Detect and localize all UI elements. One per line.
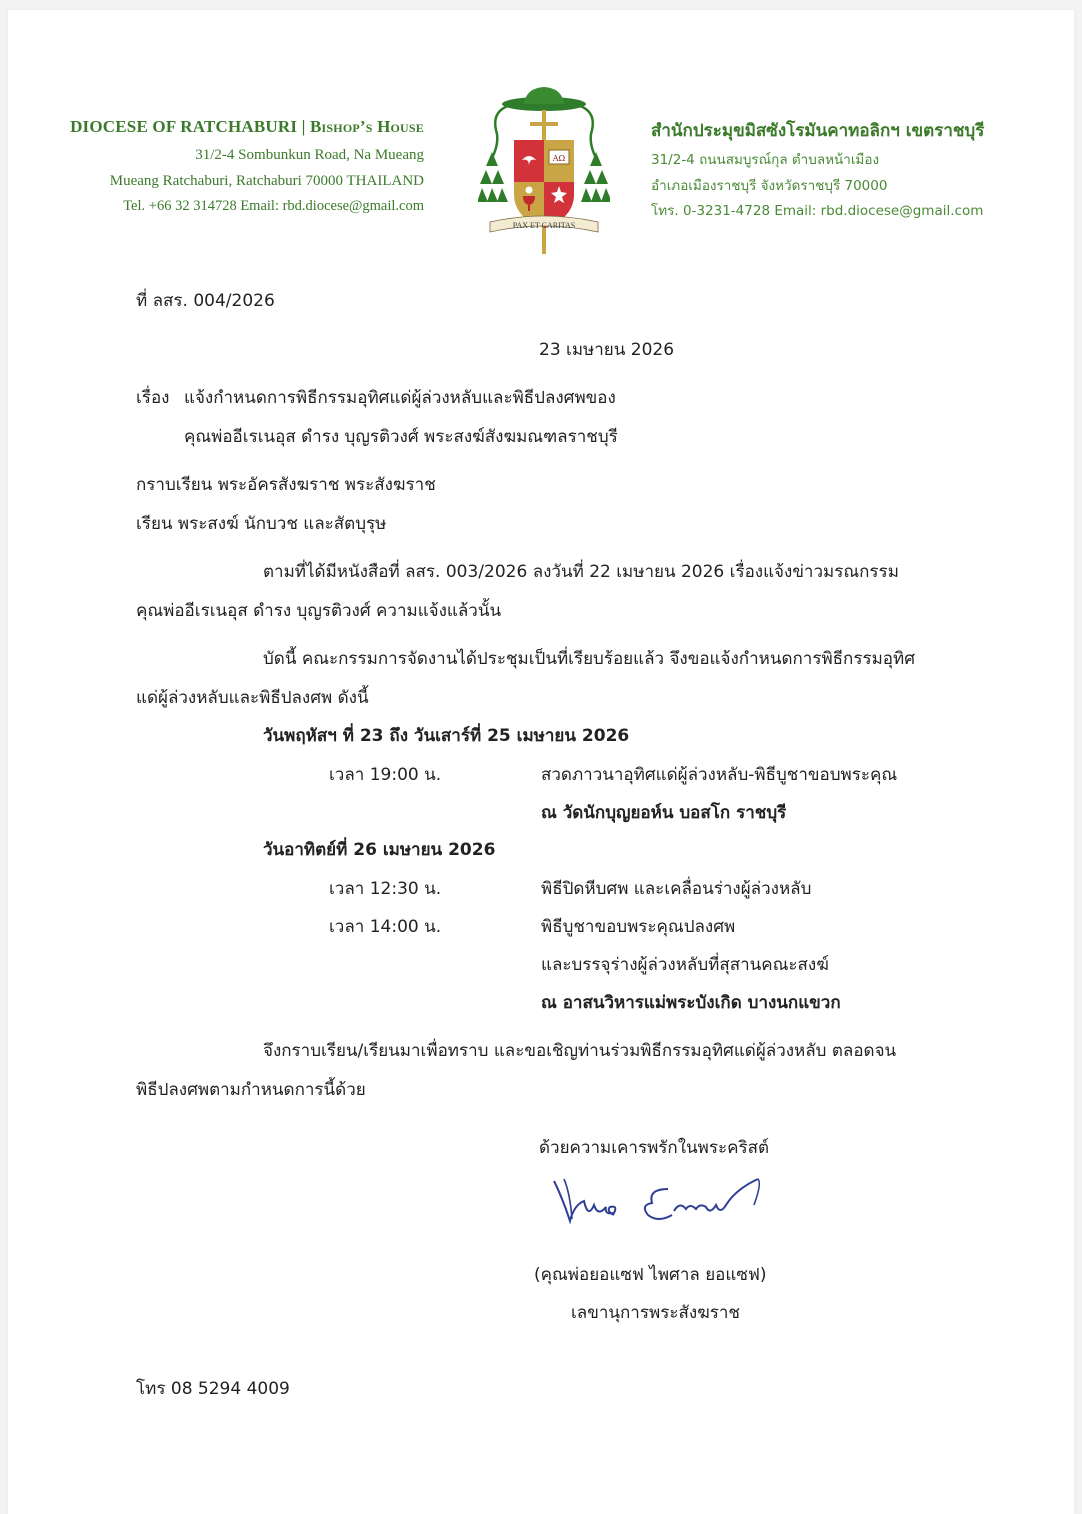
address-english-line2: Mueang Ratchaburi, Ratchaburi 70000 THAILAND [109, 173, 424, 189]
signatory-title: เลขานุการพระสังฆราช [571, 1303, 740, 1323]
diocese-title-english: DIOCESE OF RATCHABURI | Bishop’s House [70, 117, 424, 136]
paragraph1-line2: คุณพ่ออีเรเนอุส ดำรง บุญรติวงศ์ ความแจ้งแล้วนั้น [136, 601, 502, 621]
schedule-day2-time2: เวลา 14:00 น. [329, 917, 442, 937]
letter-date: 23 เมษายน 2026 [539, 340, 675, 360]
reference-number: ที่ ลสร. 004/2026 [136, 291, 275, 311]
contact-english: Tel. +66 32 314728 Email: rbd.diocese@gmail.com [123, 198, 424, 214]
signature-icon [548, 1175, 778, 1235]
paragraph3-line1: จึงกราบเรียน/เรียนมาเพื่อทราบ และขอเชิญท่านร่วมพิธีกรรมอุทิศแด่ผู้ล่วงหลับ ตลอดจน [263, 1041, 897, 1061]
diocese-title-thai: สำนักประมุขมิสซังโรมันคาทอลิกฯ เขตราชบุรี [651, 121, 985, 141]
paragraph2-line2: แด่ผู้ล่วงหลับและพิธีปลงศพ ดังนี้ [136, 688, 369, 708]
schedule-day2-venue: ณ อาสนวิหารแม่พระบังเกิด บางนกแขวก [541, 993, 841, 1013]
subject-label: เรื่อง [136, 388, 170, 408]
contact-thai: โทร. 0-3231-4728 Email: rbd.diocese@gmail.com [651, 203, 984, 219]
subject-line2: คุณพ่ออีเรเนอุส ดำรง บุญรติวงศ์ พระสงฆ์สังฆมณฑลราชบุรี [184, 427, 618, 447]
schedule-day2-activity2: พิธีบูชาขอบพระคุณปลงศพ [541, 917, 736, 937]
schedule-day1-activity1: สวดภาวนาอุทิศแด่ผู้ล่วงหลับ-พิธีบูชาขอบพระคุณ [541, 765, 898, 785]
schedule-day2-time1: เวลา 12:30 น. [329, 879, 442, 899]
paragraph3-line2: พิธีปลงศพตามกำหนดการนี้ด้วย [136, 1080, 366, 1100]
svg-text:ΑΩ: ΑΩ [552, 154, 566, 163]
salutation-clergy: เรียน พระสงฆ์ นักบวช และสัตบุรุษ [136, 514, 387, 534]
signatory-name: (คุณพ่อยอแซฟ ไพศาล ยอแซฟ) [534, 1265, 767, 1285]
address-english-line1: 31/2-4 Sombunkun Road, Na Mueang [195, 147, 424, 163]
coat-of-arms-icon [478, 82, 610, 258]
paragraph2-line1: บัดนี้ คณะกรรมการจัดงานได้ประชุมเป็นที่เรียบร้อยแล้ว จึงขอแจ้งกำหนดการพิธีกรรมอุทิศ [263, 649, 916, 669]
letter-page [8, 10, 1074, 1514]
schedule-day1-heading: วันพฤหัสฯ ที่ 23 ถึง วันเสาร์ที่ 25 เมษายน 2026 [263, 726, 630, 746]
schedule-day1-venue: ณ วัดนักบุญยอห์น บอสโก ราชบุรี [541, 803, 787, 823]
subject-line1: แจ้งกำหนดการพิธีกรรมอุทิศแด่ผู้ล่วงหลับและพิธีปลงศพของ [184, 388, 616, 408]
svg-text:PAX ET CARITAS: PAX ET CARITAS [512, 221, 576, 230]
schedule-day2-activity3: และบรรจุร่างผู้ล่วงหลับที่สุสานคณะสงฆ์ [541, 955, 829, 975]
address-thai-line2: อำเภอเมืองราชบุรี จังหวัดราชบุรี 70000 [651, 178, 888, 194]
paragraph1-line1: ตามที่ได้มีหนังสือที่ ลสร. 003/2026 ลงวันที่ 22 เมษายน 2026 เรื่องแจ้งข่าวมรณกรรม [263, 562, 899, 582]
schedule-day2-heading: วันอาทิตย์ที่ 26 เมษายน 2026 [263, 840, 496, 860]
schedule-day1-time1: เวลา 19:00 น. [329, 765, 442, 785]
closing-phrase: ด้วยความเคารพรักในพระคริสต์ [539, 1138, 770, 1158]
address-thai-line1: 31/2-4 ถนนสมบูรณ์กุล ตำบลหน้าเมือง [651, 152, 880, 168]
footer-phone: โทร 08 5294 4009 [136, 1379, 290, 1399]
salutation-archbishop: กราบเรียน พระอัครสังฆราช พระสังฆราช [136, 475, 436, 495]
schedule-day2-activity1: พิธีปิดหีบศพ และเคลื่อนร่างผู้ล่วงหลับ [541, 879, 812, 899]
